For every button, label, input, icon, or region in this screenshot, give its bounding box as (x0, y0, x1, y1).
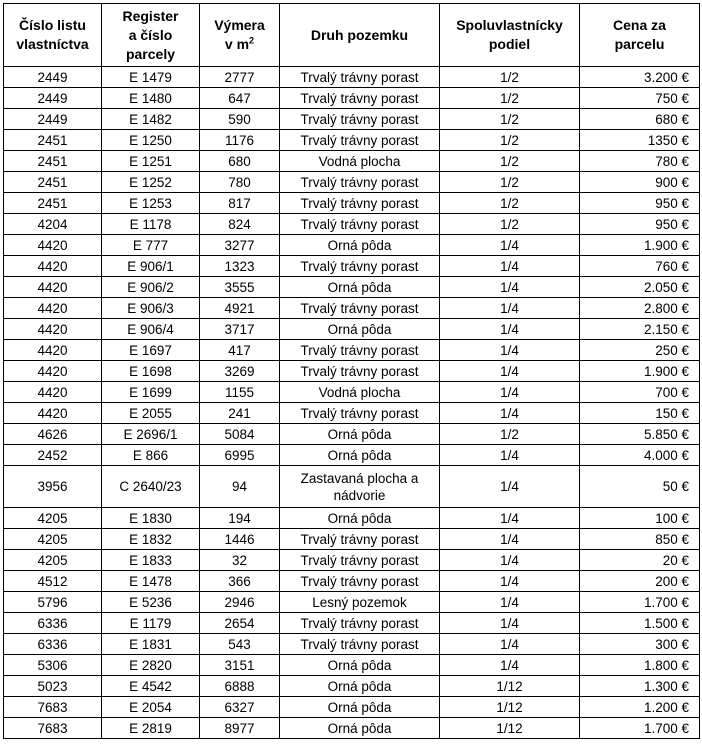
cell-ownership-share: 1/4 (440, 319, 580, 340)
cell-price: 2.800 € (580, 298, 700, 319)
cell-price: 1.900 € (580, 235, 700, 256)
cell-parcel-number: E 4542 (102, 676, 200, 697)
header-land-type: Druh pozemku (280, 4, 440, 67)
cell-land-type: Orná pôda (280, 445, 440, 466)
cell-area: 94 (200, 466, 280, 508)
table-row (4, 235, 700, 256)
cell-price: 1.800 € (580, 655, 700, 676)
cell-parcel-number: E 1832 (102, 529, 200, 550)
cell-sheet-number: 3956 (4, 466, 102, 508)
cell-sheet-number: 4420 (4, 319, 102, 340)
cell-ownership-share: 1/2 (440, 109, 580, 130)
cell-price: 680 € (580, 109, 700, 130)
table-row (4, 613, 700, 634)
table-row (4, 319, 700, 340)
cell-area: 8977 (200, 718, 280, 739)
table-row (4, 508, 700, 529)
table-row (4, 592, 700, 613)
cell-parcel-number: E 1830 (102, 508, 200, 529)
cell-parcel-number: E 1697 (102, 340, 200, 361)
cell-sheet-number: 5023 (4, 676, 102, 697)
table-row (4, 340, 700, 361)
cell-price: 850 € (580, 529, 700, 550)
table-row (4, 382, 700, 403)
cell-land-type: Trvalý trávny porast (280, 67, 440, 88)
cell-price: 1.700 € (580, 592, 700, 613)
cell-sheet-number: 4204 (4, 214, 102, 235)
cell-parcel-number: E 1699 (102, 382, 200, 403)
table-row (4, 67, 700, 88)
cell-ownership-share: 1/4 (440, 235, 580, 256)
cell-land-type: Vodná plocha (280, 382, 440, 403)
cell-sheet-number: 4420 (4, 340, 102, 361)
cell-ownership-share: 1/4 (440, 277, 580, 298)
cell-area: 6995 (200, 445, 280, 466)
cell-land-type: Orná pôda (280, 277, 440, 298)
cell-parcel-number: E 906/2 (102, 277, 200, 298)
cell-price: 950 € (580, 214, 700, 235)
cell-area: 780 (200, 172, 280, 193)
cell-area: 2654 (200, 613, 280, 634)
cell-ownership-share: 1/4 (440, 340, 580, 361)
cell-parcel-number: E 1253 (102, 193, 200, 214)
cell-sheet-number: 2451 (4, 130, 102, 151)
header-price: Cena za parcelu (580, 4, 700, 67)
table-row (4, 697, 700, 718)
cell-parcel-number: E 1179 (102, 613, 200, 634)
cell-price: 300 € (580, 634, 700, 655)
cell-sheet-number: 5306 (4, 655, 102, 676)
cell-sheet-number: 4205 (4, 529, 102, 550)
cell-price: 1.200 € (580, 697, 700, 718)
cell-ownership-share: 1/4 (440, 298, 580, 319)
cell-price: 700 € (580, 382, 700, 403)
cell-price: 5.850 € (580, 424, 700, 445)
cell-parcel-number: E 2820 (102, 655, 200, 676)
cell-parcel-number: E 1252 (102, 172, 200, 193)
table-row (4, 298, 700, 319)
header-row (4, 4, 700, 67)
header-area: Výmera v $m^2$ (200, 4, 280, 67)
cell-parcel-number: E 1251 (102, 151, 200, 172)
cell-area: 1323 (200, 256, 280, 277)
cell-land-type: Trvalý trávny porast (280, 634, 440, 655)
cell-area: 3269 (200, 361, 280, 382)
cell-sheet-number: 4420 (4, 277, 102, 298)
cell-area: 824 (200, 214, 280, 235)
cell-land-type: Vodná plocha (280, 151, 440, 172)
cell-ownership-share: 1/2 (440, 193, 580, 214)
cell-price: 1.300 € (580, 676, 700, 697)
cell-land-type: Trvalý trávny porast (280, 403, 440, 424)
cell-area: 6327 (200, 697, 280, 718)
cell-sheet-number: 7683 (4, 697, 102, 718)
cell-ownership-share: 1/4 (440, 613, 580, 634)
cell-land-type: Trvalý trávny porast (280, 130, 440, 151)
cell-parcel-number: E 1833 (102, 550, 200, 571)
cell-ownership-share: 1/2 (440, 172, 580, 193)
cell-parcel-number: C 2640/23 (102, 466, 200, 508)
cell-area: 3555 (200, 277, 280, 298)
cell-sheet-number: 5796 (4, 592, 102, 613)
cell-area: 366 (200, 571, 280, 592)
cell-parcel-number: E 906/3 (102, 298, 200, 319)
table-row (4, 109, 700, 130)
cell-price: 1.900 € (580, 361, 700, 382)
cell-ownership-share: 1/4 (440, 382, 580, 403)
table-row (4, 130, 700, 151)
cell-sheet-number: 4205 (4, 550, 102, 571)
cell-parcel-number: E 1698 (102, 361, 200, 382)
cell-ownership-share: 1/4 (440, 403, 580, 424)
cell-parcel-number: E 1482 (102, 109, 200, 130)
cell-price: 2.050 € (580, 277, 700, 298)
header-sheet-number: Číslo listu vlastníctva (4, 4, 102, 67)
cell-area: 680 (200, 151, 280, 172)
table-row (4, 88, 700, 109)
table-row (4, 466, 700, 508)
cell-sheet-number: 4420 (4, 382, 102, 403)
cell-land-type: Zastavaná plocha a nádvorie (280, 466, 440, 508)
cell-parcel-number: E 1478 (102, 571, 200, 592)
cell-parcel-number: E 1831 (102, 634, 200, 655)
cell-price: 200 € (580, 571, 700, 592)
cell-price: 900 € (580, 172, 700, 193)
cell-price: 4.000 € (580, 445, 700, 466)
cell-ownership-share: 1/4 (440, 592, 580, 613)
table-row (4, 718, 700, 739)
cell-land-type: Trvalý trávny porast (280, 571, 440, 592)
table-row (4, 445, 700, 466)
cell-sheet-number: 2449 (4, 67, 102, 88)
cell-area: 817 (200, 193, 280, 214)
cell-land-type: Trvalý trávny porast (280, 172, 440, 193)
cell-sheet-number: 4420 (4, 403, 102, 424)
cell-area: 194 (200, 508, 280, 529)
cell-land-type: Orná pôda (280, 508, 440, 529)
header-ownership-share: Spoluvlastnícky podiel (440, 4, 580, 67)
cell-sheet-number: 7683 (4, 718, 102, 739)
cell-price: 1350 € (580, 130, 700, 151)
table-row (4, 151, 700, 172)
cell-area: 647 (200, 88, 280, 109)
cell-ownership-share: 1/2 (440, 88, 580, 109)
table-row (4, 676, 700, 697)
cell-ownership-share: 1/2 (440, 424, 580, 445)
table-row (4, 634, 700, 655)
cell-sheet-number: 4512 (4, 571, 102, 592)
table-row (4, 277, 700, 298)
table-row (4, 550, 700, 571)
table-row (4, 172, 700, 193)
cell-area: 241 (200, 403, 280, 424)
cell-ownership-share: 1/2 (440, 214, 580, 235)
cell-sheet-number: 4626 (4, 424, 102, 445)
cell-ownership-share: 1/4 (440, 655, 580, 676)
cell-sheet-number: 2451 (4, 151, 102, 172)
cell-price: 1.700 € (580, 718, 700, 739)
cell-land-type: Lesný pozemok (280, 592, 440, 613)
table-row (4, 571, 700, 592)
cell-area: 3277 (200, 235, 280, 256)
cell-parcel-number: E 1250 (102, 130, 200, 151)
cell-land-type: Orná pôda (280, 697, 440, 718)
cell-parcel-number: E 906/4 (102, 319, 200, 340)
cell-price: 250 € (580, 340, 700, 361)
table-row (4, 361, 700, 382)
land-parcel-table (3, 3, 700, 739)
cell-price: 760 € (580, 256, 700, 277)
cell-price: 1.500 € (580, 613, 700, 634)
table-row (4, 193, 700, 214)
cell-area: 3717 (200, 319, 280, 340)
cell-parcel-number: E 1178 (102, 214, 200, 235)
cell-area: 543 (200, 634, 280, 655)
cell-area: 590 (200, 109, 280, 130)
cell-parcel-number: E 5236 (102, 592, 200, 613)
table-row (4, 655, 700, 676)
table-row (4, 214, 700, 235)
cell-parcel-number: E 866 (102, 445, 200, 466)
cell-land-type: Orná pôda (280, 424, 440, 445)
cell-price: 750 € (580, 88, 700, 109)
cell-sheet-number: 6336 (4, 613, 102, 634)
cell-land-type: Orná pôda (280, 655, 440, 676)
cell-parcel-number: E 2696/1 (102, 424, 200, 445)
cell-land-type: Orná pôda (280, 235, 440, 256)
table-row (4, 529, 700, 550)
cell-area: 32 (200, 550, 280, 571)
cell-area: 6888 (200, 676, 280, 697)
cell-land-type: Orná pôda (280, 718, 440, 739)
cell-ownership-share: 1/12 (440, 676, 580, 697)
cell-ownership-share: 1/2 (440, 151, 580, 172)
cell-sheet-number: 4205 (4, 508, 102, 529)
cell-parcel-number: E 2054 (102, 697, 200, 718)
cell-area: 4921 (200, 298, 280, 319)
cell-ownership-share: 1/4 (440, 550, 580, 571)
cell-ownership-share: 1/4 (440, 508, 580, 529)
cell-sheet-number: 2452 (4, 445, 102, 466)
cell-land-type: Trvalý trávny porast (280, 613, 440, 634)
cell-land-type: Trvalý trávny porast (280, 550, 440, 571)
cell-sheet-number: 2451 (4, 172, 102, 193)
cell-price: 780 € (580, 151, 700, 172)
cell-area: 3151 (200, 655, 280, 676)
cell-area: 5084 (200, 424, 280, 445)
cell-sheet-number: 4420 (4, 235, 102, 256)
cell-land-type: Trvalý trávny porast (280, 361, 440, 382)
cell-land-type: Trvalý trávny porast (280, 88, 440, 109)
cell-sheet-number: 6336 (4, 634, 102, 655)
cell-ownership-share: 1/4 (440, 634, 580, 655)
cell-parcel-number: E 2819 (102, 718, 200, 739)
cell-ownership-share: 1/12 (440, 718, 580, 739)
cell-land-type: Orná pôda (280, 676, 440, 697)
cell-land-type: Trvalý trávny porast (280, 214, 440, 235)
cell-price: 3.200 € (580, 67, 700, 88)
cell-land-type: Trvalý trávny porast (280, 109, 440, 130)
table-row (4, 424, 700, 445)
table-row (4, 403, 700, 424)
cell-sheet-number: 2451 (4, 193, 102, 214)
cell-sheet-number: 2449 (4, 88, 102, 109)
cell-sheet-number: 4420 (4, 298, 102, 319)
table-row (4, 256, 700, 277)
cell-land-type: Trvalý trávny porast (280, 340, 440, 361)
cell-parcel-number: E 906/1 (102, 256, 200, 277)
cell-ownership-share: 1/4 (440, 445, 580, 466)
cell-sheet-number: 2449 (4, 109, 102, 130)
cell-ownership-share: 1/2 (440, 67, 580, 88)
cell-ownership-share: 1/12 (440, 697, 580, 718)
cell-ownership-share: 1/2 (440, 130, 580, 151)
cell-price: 50 € (580, 466, 700, 508)
cell-land-type: Trvalý trávny porast (280, 298, 440, 319)
cell-area: 2777 (200, 67, 280, 88)
cell-price: 150 € (580, 403, 700, 424)
cell-land-type: Trvalý trávny porast (280, 193, 440, 214)
cell-area: 2946 (200, 592, 280, 613)
cell-parcel-number: E 777 (102, 235, 200, 256)
cell-ownership-share: 1/4 (440, 466, 580, 508)
cell-price: 2.150 € (580, 319, 700, 340)
cell-sheet-number: 4420 (4, 361, 102, 382)
cell-ownership-share: 1/4 (440, 361, 580, 382)
cell-land-type: Trvalý trávny porast (280, 256, 440, 277)
cell-price: 20 € (580, 550, 700, 571)
cell-land-type: Orná pôda (280, 319, 440, 340)
header-register-parcel: Register a číslo parcely (102, 4, 200, 67)
cell-ownership-share: 1/4 (440, 256, 580, 277)
cell-parcel-number: E 2055 (102, 403, 200, 424)
cell-area: 1446 (200, 529, 280, 550)
cell-land-type: Trvalý trávny porast (280, 529, 440, 550)
cell-area: 1176 (200, 130, 280, 151)
cell-price: 100 € (580, 508, 700, 529)
cell-area: 417 (200, 340, 280, 361)
cell-sheet-number: 4420 (4, 256, 102, 277)
cell-parcel-number: E 1480 (102, 88, 200, 109)
cell-ownership-share: 1/4 (440, 529, 580, 550)
cell-parcel-number: E 1479 (102, 67, 200, 88)
cell-price: 950 € (580, 193, 700, 214)
cell-ownership-share: 1/4 (440, 571, 580, 592)
cell-area: 1155 (200, 382, 280, 403)
